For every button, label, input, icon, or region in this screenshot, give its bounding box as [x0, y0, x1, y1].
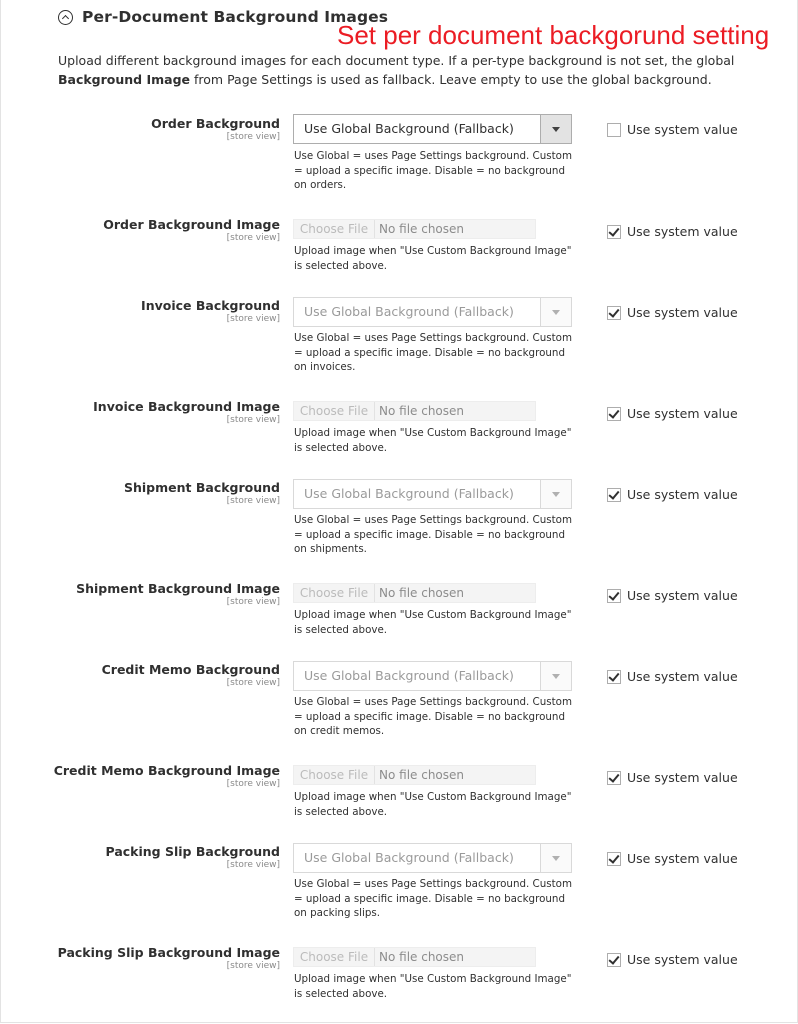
- file-status: No file chosen: [379, 222, 465, 236]
- use-system-value-checkbox[interactable]: [607, 407, 621, 421]
- select-value: Use Global Background (Fallback): [304, 486, 514, 501]
- packing-slip-background-image-upload[interactable]: [293, 947, 536, 967]
- use-system-value-checkbox[interactable]: [607, 225, 621, 239]
- scope-label: [store view]: [226, 961, 280, 971]
- use-system-value-invoice-background[interactable]: [607, 305, 738, 320]
- field-label-block: [106, 844, 280, 871]
- use-system-value-credit-memo-background-image[interactable]: [607, 770, 738, 785]
- field-label: Packing Slip Background: [105, 844, 280, 859]
- scope-label: [store view]: [226, 678, 280, 688]
- field-note: Upload image when "Use Custom Background Image" is selected above.: [294, 427, 572, 454]
- file-status: No file chosen: [379, 768, 465, 782]
- field-note: Use Global = uses Page Settings background. Custom = upload a specific image. Disable = no background on credit memos.: [294, 696, 572, 737]
- select-value: Use Global Background (Fallback): [304, 668, 514, 683]
- scope-label: [store view]: [226, 779, 280, 789]
- use-system-value-checkbox[interactable]: [607, 852, 621, 866]
- section-title: Per-Document Background Images: [82, 8, 389, 26]
- use-system-value-label: Use system value: [627, 851, 738, 866]
- select-value: Use Global Background (Fallback): [304, 304, 514, 319]
- field-label: Credit Memo Background Image: [53, 763, 280, 778]
- chevron-up-circle-icon[interactable]: [58, 10, 73, 25]
- choose-file-button[interactable]: Choose File: [294, 402, 375, 420]
- field-label-block: [93, 399, 280, 426]
- field-label: Packing Slip Background Image: [57, 945, 280, 960]
- choose-file-button[interactable]: Choose File: [294, 766, 375, 784]
- use-system-value-packing-slip-background-image[interactable]: [607, 952, 738, 967]
- use-system-value-shipment-background[interactable]: [607, 487, 738, 502]
- select-value: Use Global Background (Fallback): [304, 121, 514, 136]
- use-system-value-label: Use system value: [627, 406, 738, 421]
- packing-slip-background-select[interactable]: [293, 843, 572, 873]
- scope-label: [store view]: [226, 132, 280, 142]
- scope-label: [store view]: [226, 415, 280, 425]
- use-system-value-label: Use system value: [627, 669, 738, 684]
- annotation-text: Set per document backgorund setting: [337, 20, 770, 50]
- field-label: Order Background Image: [103, 217, 280, 232]
- file-status: No file chosen: [379, 586, 465, 600]
- field-note: Upload image when "Use Custom Background Image" is selected above.: [294, 609, 572, 636]
- dropdown-arrow-icon[interactable]: [540, 662, 571, 690]
- use-system-value-label: Use system value: [627, 122, 738, 137]
- use-system-value-label: Use system value: [627, 588, 738, 603]
- scope-label: [store view]: [226, 597, 280, 607]
- field-label-block: [58, 945, 280, 972]
- field-label-block: [54, 763, 280, 790]
- file-status: No file chosen: [379, 950, 465, 964]
- choose-file-button[interactable]: Choose File: [294, 220, 375, 238]
- use-system-value-invoice-background-image[interactable]: [607, 406, 738, 421]
- use-system-value-checkbox[interactable]: [607, 589, 621, 603]
- scope-label: [store view]: [226, 496, 280, 506]
- use-system-value-shipment-background-image[interactable]: [607, 588, 738, 603]
- shipment-background-select[interactable]: [293, 479, 572, 509]
- field-note: Upload image when "Use Custom Background Image" is selected above.: [294, 791, 572, 818]
- field-note: Upload image when "Use Custom Background Image" is selected above.: [294, 973, 572, 1000]
- use-system-value-checkbox[interactable]: [607, 306, 621, 320]
- use-system-value-checkbox[interactable]: [607, 488, 621, 502]
- dropdown-arrow-icon[interactable]: [540, 480, 571, 508]
- invoice-background-image-upload[interactable]: [293, 401, 536, 421]
- field-label: Shipment Background: [124, 480, 280, 495]
- field-label-block: [151, 116, 280, 143]
- scope-label: [store view]: [226, 233, 280, 243]
- field-note: Use Global = uses Page Settings background. Custom = upload a specific image. Disable = no background on shipments.: [294, 514, 572, 555]
- use-system-value-label: Use system value: [627, 224, 738, 239]
- use-system-value-packing-slip-background[interactable]: [607, 851, 738, 866]
- shipment-background-image-upload[interactable]: [293, 583, 536, 603]
- scope-label: [store view]: [226, 314, 280, 324]
- field-label-block: [141, 298, 280, 325]
- use-system-value-order-background-image[interactable]: [607, 224, 738, 239]
- use-system-value-label: Use system value: [627, 952, 738, 967]
- dropdown-arrow-icon[interactable]: [540, 844, 571, 872]
- field-note: Use Global = uses Page Settings background. Custom = upload a specific image. Disable = no background on packing slips.: [294, 878, 572, 919]
- use-system-value-checkbox[interactable]: [607, 771, 621, 785]
- choose-file-button[interactable]: Choose File: [294, 948, 375, 966]
- use-system-value-checkbox[interactable]: [607, 670, 621, 684]
- use-system-value-checkbox[interactable]: [607, 123, 621, 137]
- use-system-value-checkbox[interactable]: [607, 953, 621, 967]
- field-label-block: [76, 581, 280, 608]
- use-system-value-label: Use system value: [627, 770, 738, 785]
- field-label-block: [124, 480, 280, 507]
- field-label: Order Background: [151, 116, 280, 131]
- choose-file-button[interactable]: Choose File: [294, 584, 375, 602]
- field-label: Invoice Background: [141, 298, 280, 313]
- dropdown-arrow-icon[interactable]: [540, 298, 571, 326]
- field-note: Upload image when "Use Custom Background Image" is selected above.: [294, 245, 572, 272]
- invoice-background-select[interactable]: [293, 297, 572, 327]
- field-note: Use Global = uses Page Settings background. Custom = upload a specific image. Disable = no background on invoices.: [294, 332, 572, 373]
- field-label: Invoice Background Image: [93, 399, 280, 414]
- order-background-image-upload[interactable]: [293, 219, 536, 239]
- credit-memo-background-image-upload[interactable]: [293, 765, 536, 785]
- order-background-select[interactable]: [293, 114, 572, 144]
- field-label-block: [102, 662, 280, 689]
- section-description: Upload different background images for each document type. If a per-type background is not set, the global Background Image from Page Settings is used as fallback. Leave empty to use the global background.: [58, 53, 735, 87]
- use-system-value-label: Use system value: [627, 305, 738, 320]
- field-label: Shipment Background Image: [76, 581, 280, 596]
- use-system-value-credit-memo-background[interactable]: [607, 669, 738, 684]
- use-system-value-order-background[interactable]: [607, 122, 738, 137]
- credit-memo-background-select[interactable]: [293, 661, 572, 691]
- field-label-block: [103, 217, 280, 244]
- select-value: Use Global Background (Fallback): [304, 850, 514, 865]
- dropdown-arrow-icon[interactable]: [540, 115, 571, 143]
- file-status: No file chosen: [379, 404, 465, 418]
- scope-label: [store view]: [226, 860, 280, 870]
- use-system-value-label: Use system value: [627, 487, 738, 502]
- field-note: Use Global = uses Page Settings background. Custom = upload a specific image. Disable = no background on orders.: [294, 150, 572, 191]
- field-label: Credit Memo Background: [101, 662, 280, 677]
